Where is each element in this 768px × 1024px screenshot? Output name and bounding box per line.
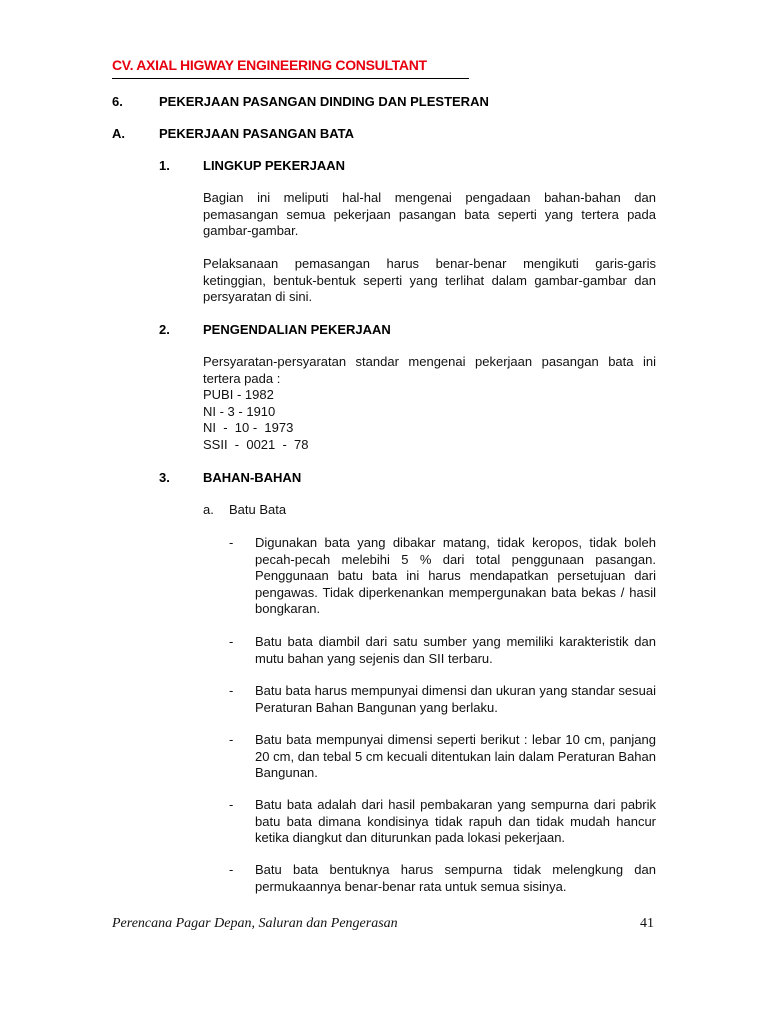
- bullet-text: Batu bata diambil dari satu sumber yang memiliki karakteristik dan mutu bahan yang sejenis dan SII terbaru.: [255, 634, 656, 666]
- bullet-text: Batu bata adalah dari hasil pembakaran yang sempurna dari pabrik batu bata dimana kondisinya tidak rapuh dan tidak mudah hancur ketika diangkut dan diturunkan pada lokasi pekerjaan.: [255, 797, 656, 846]
- section-number: 6.: [112, 94, 123, 109]
- subsection-letter: A.: [112, 126, 125, 141]
- bullet-dash: -: [229, 535, 234, 550]
- bullet-text: Batu bata mempunyai dimensi seperti berikut : lebar 10 cm, panjang 20 cm, dan tebal 5 cm kecuali ditentukan lain dalam Peraturan Bahan Bangunan.: [255, 732, 656, 781]
- item-number: 3.: [159, 470, 170, 485]
- item-title: LINGKUP PEKERJAAN: [203, 158, 346, 173]
- sub-title: Batu Bata: [229, 502, 287, 517]
- bullet-dash: -: [229, 797, 234, 812]
- standard-item: NI - 10 - 1973: [203, 420, 294, 435]
- section-title: PEKERJAAN PASANGAN DINDING DAN PLESTERAN: [159, 94, 489, 109]
- paragraph: Bagian ini meliputi hal-hal mengenai pengadaan bahan-bahan dan pemasangan semua pekerjaan pasangan bata seperti yang tertera pada gambar-gambar.: [203, 190, 656, 239]
- standard-item: PUBI - 1982: [203, 387, 274, 402]
- paragraph: Persyaratan-persyaratan standar mengenai pekerjaan pasangan bata ini tertera pada :: [203, 354, 656, 386]
- bullet-dash: -: [229, 732, 234, 747]
- sub-letter: a.: [203, 502, 214, 517]
- item-number: 2.: [159, 322, 170, 337]
- header-rule: [112, 78, 469, 79]
- paragraph: Pelaksanaan pemasangan harus benar-benar mengikuti garis-garis ketinggian, bentuk-bentuk seperti yang terlihat dalam gambar-gambar dan persyaratan di sini.: [203, 256, 656, 305]
- bullet-dash: -: [229, 634, 234, 649]
- standard-item: NI - 3 - 1910: [203, 404, 276, 419]
- subsection-title: PEKERJAAN PASANGAN BATA: [159, 126, 355, 141]
- footer-title: Perencana Pagar Depan, Saluran dan Pengerasan: [112, 916, 398, 931]
- bullet-dash: -: [229, 862, 234, 877]
- company-name: CV. AXIAL HIGWAY ENGINEERING CONSULTANT: [112, 57, 427, 73]
- bullet-text: Batu bata bentuknya harus sempurna tidak melengkung dan permukaannya benar-benar rata untuk semua sisinya.: [255, 862, 656, 894]
- item-title: BAHAN-BAHAN: [203, 470, 302, 485]
- item-number: 1.: [159, 158, 170, 173]
- item-title: PENGENDALIAN PEKERJAAN: [203, 322, 391, 337]
- page-number: 41: [640, 916, 654, 931]
- standard-item: SSII - 0021 - 78: [203, 437, 309, 452]
- bullet-text: Batu bata harus mempunyai dimensi dan ukuran yang standar sesuai Peraturan Bahan Bangunan yang berlaku.: [255, 683, 656, 715]
- bullet-dash: -: [229, 683, 234, 698]
- bullet-text: Digunakan bata yang dibakar matang, tidak keropos, tidak boleh pecah-pecah melebihi 5 % dari total penggunaan pasangan. Penggunaan batu bata ini harus mendapatkan persetujuan dari pengawas. Tidak diperkenankan mempergunakan bata bekas / hasil bongkaran.: [255, 535, 656, 617]
